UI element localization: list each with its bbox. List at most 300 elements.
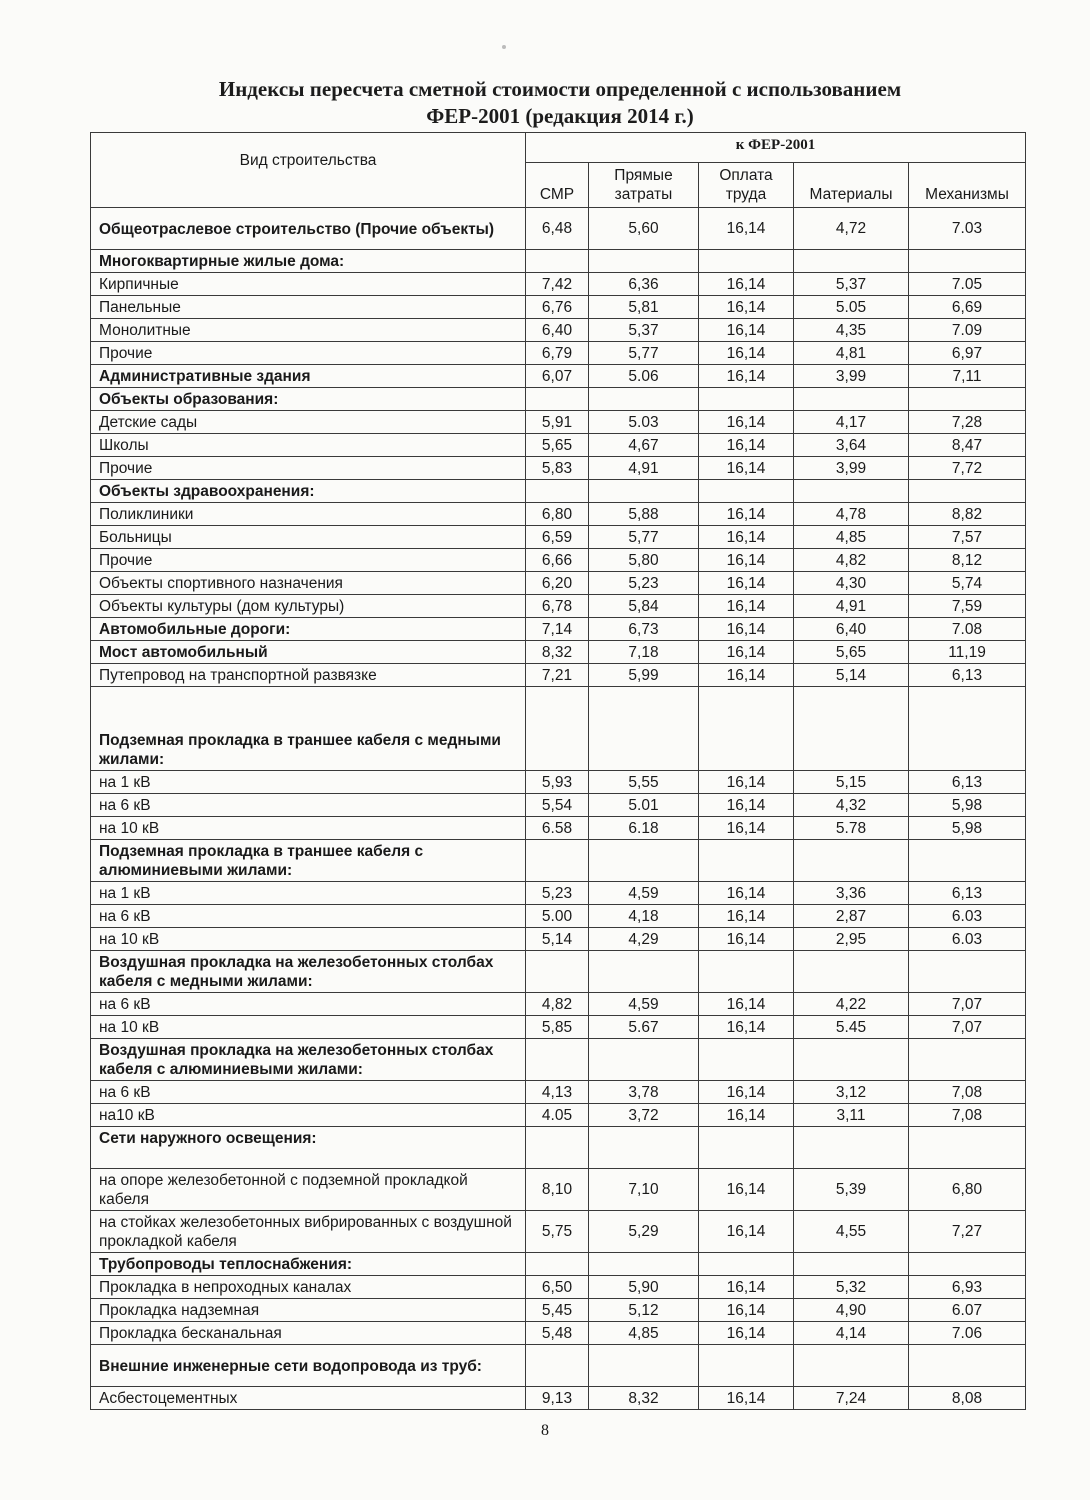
cell-smr: 5.00	[526, 905, 589, 928]
cell-materials: 3,99	[794, 457, 909, 480]
cell-direct-costs: 5,37	[589, 319, 699, 342]
cell-labor: 16,14	[699, 434, 794, 457]
cell-materials: 4,30	[794, 572, 909, 595]
row-label: Объекты культуры (дом культуры)	[91, 595, 526, 618]
table-row	[91, 411, 1026, 434]
title-line-1: Индексы пересчета сметной стоимости определенной с использованием	[218, 77, 902, 101]
cell-materials: 5.78	[794, 817, 909, 840]
table-row	[91, 905, 1026, 928]
cell-direct-costs	[589, 951, 699, 993]
cell-machinery	[909, 840, 1026, 882]
table-body	[91, 208, 1026, 1410]
cell-machinery: 8,12	[909, 549, 1026, 572]
cell-machinery: 5,74	[909, 572, 1026, 595]
row-label: Подземная прокладка в траншее кабеля с алюминиевыми жилами:	[91, 840, 526, 882]
cell-direct-costs: 5,12	[589, 1299, 699, 1322]
table-section-row	[91, 208, 1026, 250]
cell-direct-costs: 5,77	[589, 342, 699, 365]
cell-smr: 5,45	[526, 1299, 589, 1322]
row-label: на10 кВ	[91, 1104, 526, 1127]
cell-machinery: 6.07	[909, 1299, 1026, 1322]
cell-materials: 5,65	[794, 641, 909, 664]
cell-labor: 16,14	[699, 1081, 794, 1104]
cell-direct-costs	[589, 840, 699, 882]
cell-labor	[699, 840, 794, 882]
row-label: Асбестоцементных	[91, 1387, 526, 1410]
cell-direct-costs: 5,60	[589, 208, 699, 250]
row-label: на 10 кВ	[91, 817, 526, 840]
cell-machinery	[909, 687, 1026, 771]
table-row	[91, 549, 1026, 572]
cell-labor: 16,14	[699, 618, 794, 641]
cell-machinery: 5,98	[909, 817, 1026, 840]
row-label: на 6 кВ	[91, 905, 526, 928]
cell-materials: 5,14	[794, 664, 909, 687]
cell-machinery: 7.05	[909, 273, 1026, 296]
cell-smr: 5,75	[526, 1211, 589, 1253]
cell-labor: 16,14	[699, 928, 794, 951]
cell-materials: 3,64	[794, 434, 909, 457]
cell-materials	[794, 250, 909, 273]
cell-machinery: 8,47	[909, 434, 1026, 457]
row-label: Прокладка бесканальная	[91, 1322, 526, 1345]
cell-materials	[794, 1253, 909, 1276]
cell-direct-costs: 5.06	[589, 365, 699, 388]
cell-smr: 7,21	[526, 664, 589, 687]
cell-direct-costs	[589, 250, 699, 273]
cell-smr: 5,23	[526, 882, 589, 905]
cell-direct-costs	[589, 480, 699, 503]
cell-direct-costs: 7,18	[589, 641, 699, 664]
cell-materials: 4,78	[794, 503, 909, 526]
cell-smr: 5,93	[526, 771, 589, 794]
cell-machinery: 6,69	[909, 296, 1026, 319]
table-row	[91, 1211, 1026, 1253]
cell-direct-costs	[589, 1039, 699, 1081]
cell-materials: 4,91	[794, 595, 909, 618]
cell-direct-costs: 4,85	[589, 1322, 699, 1345]
row-label: Мост автомобильный	[91, 641, 526, 664]
cell-materials: 6,40	[794, 618, 909, 641]
cell-labor: 16,14	[699, 993, 794, 1016]
cell-labor	[699, 480, 794, 503]
cell-machinery: 7,08	[909, 1081, 1026, 1104]
cell-labor: 16,14	[699, 1387, 794, 1410]
cell-labor: 16,14	[699, 817, 794, 840]
cell-direct-costs: 3,72	[589, 1104, 699, 1127]
table-section-row	[91, 951, 1026, 993]
cell-smr: 6,66	[526, 549, 589, 572]
cell-labor: 16,14	[699, 1016, 794, 1039]
cell-machinery: 6,13	[909, 882, 1026, 905]
cell-machinery: 8,08	[909, 1387, 1026, 1410]
cell-smr: 5,83	[526, 457, 589, 480]
cell-materials: 4,35	[794, 319, 909, 342]
cell-materials	[794, 1345, 909, 1387]
cell-direct-costs	[589, 1253, 699, 1276]
cell-direct-costs	[589, 687, 699, 771]
cell-materials: 4,22	[794, 993, 909, 1016]
cell-machinery	[909, 388, 1026, 411]
table-row	[91, 319, 1026, 342]
cell-machinery	[909, 1345, 1026, 1387]
row-label: Прочие	[91, 342, 526, 365]
cell-materials: 3,12	[794, 1081, 909, 1104]
row-label: Кирпичные	[91, 273, 526, 296]
cell-smr: 5,48	[526, 1322, 589, 1345]
row-label: Прочие	[91, 549, 526, 572]
table-section-row	[91, 641, 1026, 664]
table-row	[91, 928, 1026, 951]
cell-machinery: 7.08	[909, 618, 1026, 641]
index-table	[90, 132, 1026, 1410]
cell-materials: 4,32	[794, 794, 909, 817]
cell-smr: 5,54	[526, 794, 589, 817]
cell-materials: 3,36	[794, 882, 909, 905]
header-materials: Материалы	[794, 163, 909, 208]
cell-smr	[526, 388, 589, 411]
cell-labor: 16,14	[699, 572, 794, 595]
row-label: на 1 кВ	[91, 882, 526, 905]
cell-smr	[526, 687, 589, 771]
table-row	[91, 882, 1026, 905]
row-label: Прочие	[91, 457, 526, 480]
cell-materials	[794, 388, 909, 411]
cell-materials: 4,17	[794, 411, 909, 434]
table-row	[91, 1169, 1026, 1211]
cell-direct-costs	[589, 1127, 699, 1169]
cell-smr: 5,91	[526, 411, 589, 434]
table-section-row	[91, 618, 1026, 641]
cell-materials	[794, 840, 909, 882]
cell-machinery: 7.06	[909, 1322, 1026, 1345]
row-label: Подземная прокладка в траншее кабеля с медными жилами:	[91, 687, 526, 771]
cell-labor: 16,14	[699, 1169, 794, 1211]
row-label: Больницы	[91, 526, 526, 549]
cell-direct-costs: 4,18	[589, 905, 699, 928]
cell-labor	[699, 687, 794, 771]
row-label: Школы	[91, 434, 526, 457]
cell-materials: 4,81	[794, 342, 909, 365]
cell-machinery: 6,80	[909, 1169, 1026, 1211]
cell-materials: 5,37	[794, 273, 909, 296]
cell-labor: 16,14	[699, 526, 794, 549]
cell-direct-costs: 5,81	[589, 296, 699, 319]
header-construction-type: Вид строительства	[91, 133, 526, 208]
cell-labor: 16,14	[699, 1211, 794, 1253]
cell-smr: 8,10	[526, 1169, 589, 1211]
row-label: на 10 кВ	[91, 928, 526, 951]
row-label: на 10 кВ	[91, 1016, 526, 1039]
cell-materials	[794, 951, 909, 993]
cell-machinery	[909, 1253, 1026, 1276]
page-number: 8	[541, 1422, 549, 1439]
cell-machinery	[909, 480, 1026, 503]
table-row	[91, 794, 1026, 817]
cell-smr	[526, 840, 589, 882]
title-line-2: ФЕР-2001 (редакция 2014 г.)	[426, 104, 694, 128]
cell-machinery: 7,27	[909, 1211, 1026, 1253]
header-smr: СМР	[526, 163, 589, 208]
row-label: Путепровод на транспортной развязке	[91, 664, 526, 687]
cell-machinery: 7,07	[909, 1016, 1026, 1039]
row-label: на стойках железобетонных вибрированных с воздушной прокладкой кабеля	[91, 1211, 526, 1253]
cell-materials: 4,82	[794, 549, 909, 572]
cell-direct-costs: 5,99	[589, 664, 699, 687]
cell-direct-costs: 6,73	[589, 618, 699, 641]
table-row	[91, 1299, 1026, 1322]
cell-machinery	[909, 250, 1026, 273]
scan-speck	[502, 45, 506, 49]
table-section-row	[91, 1253, 1026, 1276]
cell-labor: 16,14	[699, 503, 794, 526]
cell-machinery: 6.03	[909, 905, 1026, 928]
table-row	[91, 296, 1026, 319]
cell-labor: 16,14	[699, 1104, 794, 1127]
cell-direct-costs: 5,29	[589, 1211, 699, 1253]
cell-labor	[699, 1345, 794, 1387]
cell-smr	[526, 1253, 589, 1276]
cell-labor	[699, 250, 794, 273]
table-row	[91, 1276, 1026, 1299]
cell-smr: 6,20	[526, 572, 589, 595]
cell-labor: 16,14	[699, 342, 794, 365]
cell-smr	[526, 480, 589, 503]
cell-labor: 16,14	[699, 208, 794, 250]
cell-direct-costs: 4,91	[589, 457, 699, 480]
table-row	[91, 595, 1026, 618]
cell-labor: 16,14	[699, 664, 794, 687]
cell-smr: 6,80	[526, 503, 589, 526]
row-label: на 6 кВ	[91, 993, 526, 1016]
cell-direct-costs: 5,88	[589, 503, 699, 526]
cell-materials: 5,39	[794, 1169, 909, 1211]
cell-machinery: 7,08	[909, 1104, 1026, 1127]
cell-materials: 5.45	[794, 1016, 909, 1039]
cell-smr: 7,42	[526, 273, 589, 296]
cell-materials	[794, 1127, 909, 1169]
table-section-row	[91, 1345, 1026, 1387]
cell-machinery: 7,59	[909, 595, 1026, 618]
cell-direct-costs: 5,23	[589, 572, 699, 595]
cell-labor: 16,14	[699, 411, 794, 434]
cell-machinery: 8,82	[909, 503, 1026, 526]
cell-direct-costs: 5,90	[589, 1276, 699, 1299]
cell-machinery: 6,13	[909, 664, 1026, 687]
cell-labor: 16,14	[699, 595, 794, 618]
cell-labor	[699, 1253, 794, 1276]
cell-smr: 5,14	[526, 928, 589, 951]
cell-direct-costs: 5,80	[589, 549, 699, 572]
cell-smr: 9,13	[526, 1387, 589, 1410]
cell-smr: 4,13	[526, 1081, 589, 1104]
table-row	[91, 457, 1026, 480]
cell-machinery: 11,19	[909, 641, 1026, 664]
table-row	[91, 342, 1026, 365]
cell-materials: 4,55	[794, 1211, 909, 1253]
cell-labor: 16,14	[699, 549, 794, 572]
table-section-row	[91, 840, 1026, 882]
row-label: на 6 кВ	[91, 1081, 526, 1104]
cell-machinery: 6,93	[909, 1276, 1026, 1299]
table-row	[91, 771, 1026, 794]
cell-smr: 6,78	[526, 595, 589, 618]
table-section-row	[91, 388, 1026, 411]
table-row	[91, 526, 1026, 549]
table-row	[91, 1081, 1026, 1104]
cell-materials	[794, 480, 909, 503]
cell-direct-costs: 8,32	[589, 1387, 699, 1410]
cell-smr	[526, 951, 589, 993]
cell-direct-costs: 7,10	[589, 1169, 699, 1211]
table-row	[91, 1387, 1026, 1410]
cell-smr: 6,07	[526, 365, 589, 388]
row-label: Поликлиники	[91, 503, 526, 526]
cell-direct-costs: 3,78	[589, 1081, 699, 1104]
cell-smr: 6,50	[526, 1276, 589, 1299]
cell-materials: 5,32	[794, 1276, 909, 1299]
cell-machinery: 7,07	[909, 993, 1026, 1016]
header-direct-costs: Прямые затраты	[589, 163, 699, 208]
cell-labor: 16,14	[699, 365, 794, 388]
header-machinery: Механизмы	[909, 163, 1026, 208]
row-label: на 1 кВ	[91, 771, 526, 794]
cell-smr	[526, 1127, 589, 1169]
cell-materials: 7,24	[794, 1387, 909, 1410]
cell-labor: 16,14	[699, 296, 794, 319]
cell-labor: 16,14	[699, 319, 794, 342]
cell-direct-costs: 6,36	[589, 273, 699, 296]
cell-machinery	[909, 951, 1026, 993]
table-row	[91, 1322, 1026, 1345]
cell-labor: 16,14	[699, 1322, 794, 1345]
table-row	[91, 1016, 1026, 1039]
cell-labor: 16,14	[699, 794, 794, 817]
row-label: Детские сады	[91, 411, 526, 434]
cell-smr: 5,85	[526, 1016, 589, 1039]
cell-machinery: 7,57	[909, 526, 1026, 549]
cell-materials: 3,99	[794, 365, 909, 388]
cell-direct-costs: 6.18	[589, 817, 699, 840]
table-row	[91, 993, 1026, 1016]
row-label: Многоквартирные жилые дома:	[91, 250, 526, 273]
cell-smr: 4.05	[526, 1104, 589, 1127]
row-label: Воздушная прокладка на железобетонных столбах кабеля с алюминиевыми жилами:	[91, 1039, 526, 1081]
cell-materials: 5,15	[794, 771, 909, 794]
cell-machinery: 7,72	[909, 457, 1026, 480]
cell-direct-costs: 5.03	[589, 411, 699, 434]
cell-direct-costs: 4,67	[589, 434, 699, 457]
cell-materials: 2,87	[794, 905, 909, 928]
row-label: Сети наружного освещения:	[91, 1127, 526, 1169]
cell-smr: 6,79	[526, 342, 589, 365]
cell-smr: 5,65	[526, 434, 589, 457]
table-section-row	[91, 480, 1026, 503]
table-row	[91, 572, 1026, 595]
cell-labor	[699, 388, 794, 411]
cell-machinery: 7,28	[909, 411, 1026, 434]
table-section-row	[91, 365, 1026, 388]
table-row	[91, 273, 1026, 296]
cell-materials	[794, 687, 909, 771]
table-section-row	[91, 687, 1026, 771]
cell-smr: 6,76	[526, 296, 589, 319]
cell-smr	[526, 250, 589, 273]
cell-direct-costs: 5.01	[589, 794, 699, 817]
cell-materials	[794, 1039, 909, 1081]
cell-machinery: 6,97	[909, 342, 1026, 365]
cell-smr: 7,14	[526, 618, 589, 641]
table-row	[91, 817, 1026, 840]
row-label: Трубопроводы теплоснабжения:	[91, 1253, 526, 1276]
cell-labor: 16,14	[699, 457, 794, 480]
cell-machinery: 6.03	[909, 928, 1026, 951]
cell-machinery	[909, 1039, 1026, 1081]
row-label: на опоре железобетонной с подземной прокладкой кабеля	[91, 1169, 526, 1211]
cell-smr: 6,40	[526, 319, 589, 342]
cell-materials: 4,14	[794, 1322, 909, 1345]
cell-labor: 16,14	[699, 1299, 794, 1322]
cell-smr: 6,48	[526, 208, 589, 250]
table-row	[91, 664, 1026, 687]
cell-direct-costs: 5.67	[589, 1016, 699, 1039]
cell-machinery: 7.09	[909, 319, 1026, 342]
cell-machinery: 7,11	[909, 365, 1026, 388]
header-labor: Оплата труда	[699, 163, 794, 208]
cell-smr: 8,32	[526, 641, 589, 664]
cell-labor: 16,14	[699, 882, 794, 905]
cell-materials: 3,11	[794, 1104, 909, 1127]
cell-direct-costs: 5,55	[589, 771, 699, 794]
cell-materials: 4,85	[794, 526, 909, 549]
cell-direct-costs	[589, 1345, 699, 1387]
row-label: Прокладка в непроходных каналах	[91, 1276, 526, 1299]
cell-materials: 5.05	[794, 296, 909, 319]
row-label: Объекты спортивного назначения	[91, 572, 526, 595]
cell-materials: 4,90	[794, 1299, 909, 1322]
cell-direct-costs: 4,29	[589, 928, 699, 951]
cell-direct-costs: 4,59	[589, 882, 699, 905]
cell-labor	[699, 1039, 794, 1081]
row-label: на 6 кВ	[91, 794, 526, 817]
cell-smr: 6.58	[526, 817, 589, 840]
table-row	[91, 503, 1026, 526]
row-label: Объекты образования:	[91, 388, 526, 411]
cell-direct-costs	[589, 388, 699, 411]
row-label: Воздушная прокладка на железобетонных столбах кабеля с медными жилами:	[91, 951, 526, 993]
table-section-row	[91, 1127, 1026, 1169]
cell-smr: 4,82	[526, 993, 589, 1016]
row-label: Прокладка надземная	[91, 1299, 526, 1322]
cell-materials: 4,72	[794, 208, 909, 250]
table-row	[91, 1104, 1026, 1127]
cell-machinery: 6,13	[909, 771, 1026, 794]
cell-labor	[699, 1127, 794, 1169]
cell-labor: 16,14	[699, 771, 794, 794]
cell-machinery: 7.03	[909, 208, 1026, 250]
row-label: Объекты здравоохранения:	[91, 480, 526, 503]
table-section-row	[91, 250, 1026, 273]
row-label: Внешние инженерные сети водопровода из труб:	[91, 1345, 526, 1387]
cell-direct-costs: 4,59	[589, 993, 699, 1016]
cell-smr	[526, 1345, 589, 1387]
row-label: Общеотраслевое строительство (Прочие объекты)	[91, 208, 526, 250]
cell-labor: 16,14	[699, 905, 794, 928]
cell-smr	[526, 1039, 589, 1081]
table-section-row	[91, 1039, 1026, 1081]
row-label: Административные здания	[91, 365, 526, 388]
header-group-fer: к ФЕР-2001	[526, 133, 1026, 163]
